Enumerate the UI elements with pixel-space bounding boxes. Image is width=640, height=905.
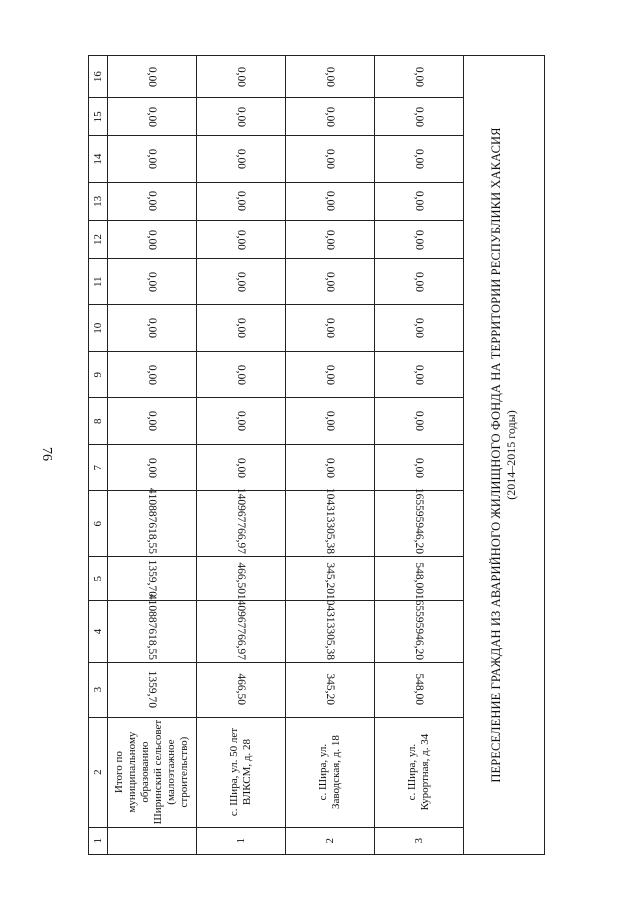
- row-cell: 0,00: [108, 98, 197, 136]
- row-cell: 466,50: [197, 662, 286, 717]
- col-num: 3: [89, 662, 108, 717]
- col-num: 1: [89, 827, 108, 854]
- row-cell: 0,00: [375, 258, 464, 305]
- col-num: 4: [89, 601, 108, 662]
- row-cell: 0,00: [375, 444, 464, 491]
- row-cell: 0,00: [197, 305, 286, 352]
- table-row: [197, 56, 286, 855]
- row-cell: 165595946,20: [375, 601, 464, 662]
- row-index: 1: [197, 827, 286, 854]
- row-cell: 0,00: [286, 444, 375, 491]
- table-row-total: [108, 56, 197, 855]
- row-name: с. Шира, ул. Курортная, д. 34: [375, 717, 464, 827]
- row-cell: 0,00: [197, 398, 286, 445]
- col-num: 8: [89, 398, 108, 445]
- row-cell: 0,00: [286, 305, 375, 352]
- row-cell: 0,00: [108, 258, 197, 305]
- row-cell: 548,00: [375, 662, 464, 717]
- row-cell: 0,00: [286, 98, 375, 136]
- table-row: [375, 56, 464, 855]
- row-cell: 0,00: [375, 305, 464, 352]
- row-cell: 0,00: [375, 56, 464, 98]
- row-cell: 0,00: [197, 98, 286, 136]
- row-index: 3: [375, 827, 464, 854]
- column-number-row: [89, 56, 108, 855]
- row-cell: 0,00: [108, 182, 197, 220]
- col-num: 9: [89, 351, 108, 398]
- row-cell: 0,00: [197, 258, 286, 305]
- row-index: 2: [286, 827, 375, 854]
- col-num: 14: [89, 136, 108, 183]
- row-cell: 0,00: [286, 220, 375, 258]
- row-cell: 0,00: [375, 398, 464, 445]
- row-cell: 0,00: [197, 136, 286, 183]
- col-num: 2: [89, 717, 108, 827]
- row-cell: 0,00: [286, 56, 375, 98]
- row-cell: 548,00: [375, 557, 464, 601]
- row-cell: 140967766,97: [197, 601, 286, 662]
- col-num: 5: [89, 557, 108, 601]
- col-num: 13: [89, 182, 108, 220]
- caption-period: (2014–2015 годы): [504, 410, 518, 500]
- row-name: с. Шира, ул. 50 лет ВЛКСМ, д. 28: [197, 717, 286, 827]
- row-cell: 0,00: [108, 305, 197, 352]
- col-num: 10: [89, 305, 108, 352]
- col-num: 12: [89, 220, 108, 258]
- row-cell: 140967766,97: [197, 491, 286, 557]
- caption-cell: [464, 56, 545, 855]
- col-num: 11: [89, 258, 108, 305]
- col-num: 7: [89, 444, 108, 491]
- row-name: Итого по муниципальному образованию Ширинский сельсовет (малоэтажное строительство): [108, 717, 197, 827]
- row-cell: 0,00: [375, 351, 464, 398]
- resettlement-table: [88, 55, 545, 855]
- caption-row: [464, 56, 545, 855]
- row-cell: 0,00: [286, 398, 375, 445]
- row-cell: 466,50: [197, 557, 286, 601]
- row-cell: 0,00: [375, 182, 464, 220]
- row-cell: 0,00: [286, 136, 375, 183]
- row-cell: 165595946,20: [375, 491, 464, 557]
- row-cell: 0,00: [108, 136, 197, 183]
- row-cell: 0,00: [286, 351, 375, 398]
- row-cell: 410887618,55: [108, 601, 197, 662]
- row-name: с. Шира, ул. Заводская, д. 18: [286, 717, 375, 827]
- row-cell: 1359,70: [108, 557, 197, 601]
- col-num: 6: [89, 491, 108, 557]
- col-num: 15: [89, 98, 108, 136]
- row-cell: 0,00: [375, 136, 464, 183]
- row-cell: 0,00: [286, 182, 375, 220]
- row-cell: 345,20: [286, 557, 375, 601]
- row-cell: 0,00: [197, 182, 286, 220]
- row-cell: 0,00: [375, 220, 464, 258]
- row-cell: 0,00: [108, 351, 197, 398]
- row-cell: 0,00: [108, 398, 197, 445]
- row-cell: 0,00: [197, 444, 286, 491]
- row-cell: 0,00: [108, 56, 197, 98]
- row-cell: 410887618,55: [108, 491, 197, 557]
- caption-title: ПЕРЕСЕЛЕНИЕ ГРАЖДАН ИЗ АВАРИЙНОГО ЖИЛИЩНОГО ФОНДА НА ТЕРРИТОРИИ РЕСПУБЛИКИ ХАКАСИЯ: [489, 127, 503, 783]
- col-num: 16: [89, 56, 108, 98]
- row-cell: 0,00: [197, 351, 286, 398]
- row-cell: 0,00: [197, 220, 286, 258]
- rotated-table-container: [88, 55, 518, 855]
- row-cell: 345,20: [286, 662, 375, 717]
- row-cell: 104313305,38: [286, 491, 375, 557]
- row-cell: 0,00: [375, 98, 464, 136]
- row-cell: 1359,70: [108, 662, 197, 717]
- page-number: 76: [39, 447, 54, 461]
- row-cell: 0,00: [108, 220, 197, 258]
- table-row: [286, 56, 375, 855]
- row-cell: 0,00: [286, 258, 375, 305]
- row-index: [108, 827, 197, 854]
- row-cell: 104313305,38: [286, 601, 375, 662]
- row-cell: 0,00: [108, 444, 197, 491]
- row-cell: 0,00: [197, 56, 286, 98]
